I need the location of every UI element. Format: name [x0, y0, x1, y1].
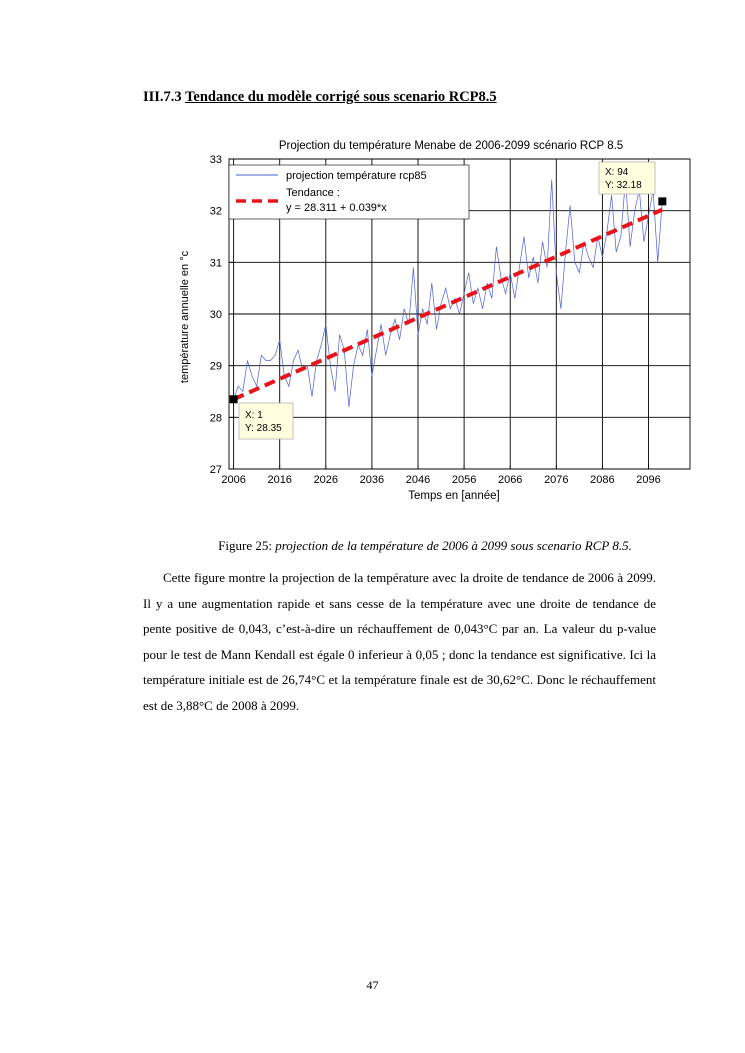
y-tick-label: 31: [209, 257, 222, 270]
x-tick-label: 2046: [405, 474, 431, 486]
page-number: 47: [366, 978, 379, 992]
x-tick-label: 2036: [359, 474, 385, 486]
x-tick-label: 2006: [221, 474, 246, 486]
chart-legend: [229, 165, 469, 219]
datatip-first-x: X: 1: [245, 410, 263, 421]
body-paragraph: Cette figure montre la projection de la température avec la droite de tendance de 2006 à 2099. Il y a une augmentation rapide et sans cesse de la température avec une droite de tendance de pente positive de 0,043, c’est-à-dire un réchauffement de 0,043°C par an. La valeur du p-value pour le test de Mann Kendall est égale 0 inferieur à 0,05 ; donc la tendance est significative. Ici la température initiale est de 26,74°C et la température finale est de 30,62°C. Donc le réchauffement est de 3,88°C de 2008 à 2099.: [143, 570, 656, 713]
y-tick-label: 27: [209, 464, 222, 476]
y-tick-label: 29: [209, 360, 222, 373]
section-heading: [143, 89, 497, 106]
legend-series-label: projection température rcp85: [286, 170, 427, 182]
figure-caption: [0, 538, 745, 554]
y-tick-label: 32: [209, 205, 222, 218]
y-tick-label: 33: [209, 154, 222, 166]
legend-trend-equation: y = 28.311 + 0.039*x: [286, 202, 387, 214]
figure-caption-text: projection de la température de 2006 à 2099 sous scenario RCP 8.5.: [275, 538, 632, 553]
datatip-first-y: Y: 28.35: [245, 423, 282, 434]
x-tick-label: 2056: [451, 474, 477, 486]
section-title: Tendance du modèle corrigé sous scenario RCP8.5: [185, 89, 497, 105]
x-tick-label: 2076: [544, 474, 569, 486]
y-tick-label: 30: [209, 309, 222, 321]
x-tick-label: 2086: [590, 474, 615, 486]
y-axis-label: température annuelle en °c: [179, 250, 191, 384]
datatip-last-x: X: 94: [605, 167, 629, 178]
chart-title: Projection du température Menabe de 2006-2099 scénario RCP 8.5: [278, 140, 624, 152]
x-tick-label: 2066: [497, 474, 523, 486]
x-tick-label: 2026: [313, 474, 339, 486]
figure-caption-prefix: Figure 25:: [218, 538, 272, 553]
datatip-marker: [658, 197, 666, 205]
x-tick-label: 2016: [267, 474, 292, 486]
legend-trend-label: Tendance :: [286, 187, 340, 199]
x-axis-label: Temps en [année]: [408, 490, 500, 502]
section-number: III.7.3: [143, 89, 182, 105]
datatip-last-y: Y: 32.18: [605, 180, 642, 191]
y-tick-label: 28: [209, 412, 222, 425]
datatip-marker: [230, 395, 238, 403]
temperature-projection-chart: [170, 132, 700, 510]
x-tick-label: 2096: [636, 474, 661, 486]
